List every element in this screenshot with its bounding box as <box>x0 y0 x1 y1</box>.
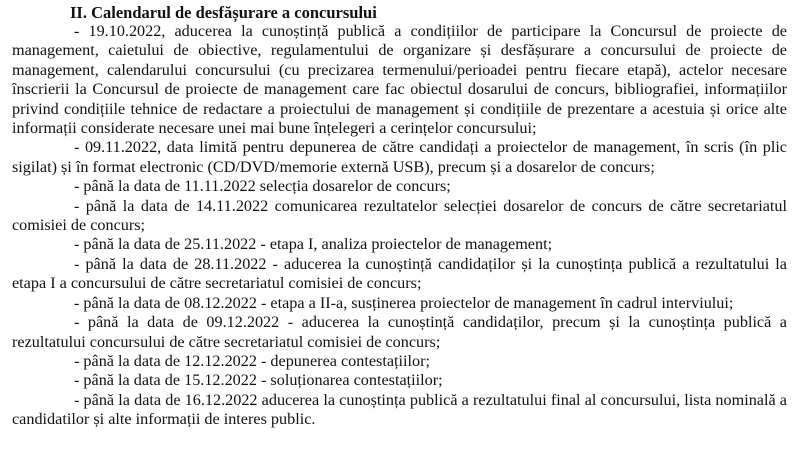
schedule-item-selection-results: - până la data de 14.11.2022 comunicarea rezultatelor selecției dosarelor de concurs de către secretariatul comisiei de concurs; <box>12 196 787 235</box>
schedule-item-stage-one-results: - până la data de 28.11.2022 - aducerea la cunoștință candidaților și la cunoștința publică a rezultatului la etapa I a concursului de către secretariatul comisiei de concurs; <box>12 254 787 293</box>
schedule-item-appeals-submission: - până la data de 12.12.2022 - depunerea contestațiilor; <box>74 351 430 370</box>
schedule-item-submission-deadline: - 09.11.2022, data limită pentru depunerea de către candidați a proiectelor de management, în scris (în plic sigilat) și în format electronic (CD/DVD/memorie externă USB), precum și a dosarelor de concurs; <box>12 138 787 176</box>
schedule-item-announcement: - 19.10.2022, aducerea la cunoștință publică a condițiilor de participare la Concursul de proiecte de management, caietului de obiective, regulamentului de organizare și desfășurare a concursului de proiecte de management, calendarului concursului (cu precizarea termenului/perioadei pentru fiecare etapă), actelor necesare înscrierii la Concursul de proiecte de management care fac obiectul dosarului de concurs, bibliografiei, informațiilor privind condițiile tehnice de redactare a proiectului de management și condițiile de prezentare a acestuia și orice alte informații considerate necesare unei mai bune înțelegeri a cerințelor concursului; <box>12 22 787 138</box>
schedule-item-file-selection: - până la data de 11.11.2022 selecția dosarelor de concurs; <box>74 177 451 196</box>
schedule-item-stage-one: - până la data de 25.11.2022 - etapa I, analiza proiectelor de management; <box>74 235 553 254</box>
schedule-item-public-announcement: - până la data de 16.12.2022 aducerea la cunoștința publică a rezultatului final al concursului, lista nominală a candidatilor și alte informații de interes public. <box>12 390 787 429</box>
schedule-item-final-results: - până la data de 09.12.2022 - aducerea la cunoștință candidaților, precum și la cunoștința publică a rezultatului concursului de către secretariatul comisiei de concurs; <box>12 313 787 351</box>
document-page <box>12 4 787 430</box>
section-heading: II. Calendarul de desfășurare a concursului <box>70 3 377 22</box>
schedule-item-stage-two: - până la data de 08.12.2022 - etapa a II-a, susținerea proiectelor de management în cadrul interviului; <box>74 293 734 312</box>
schedule-item-appeals-resolution: - până la data de 15.12.2022 - soluționarea contestațiilor; <box>74 371 443 390</box>
